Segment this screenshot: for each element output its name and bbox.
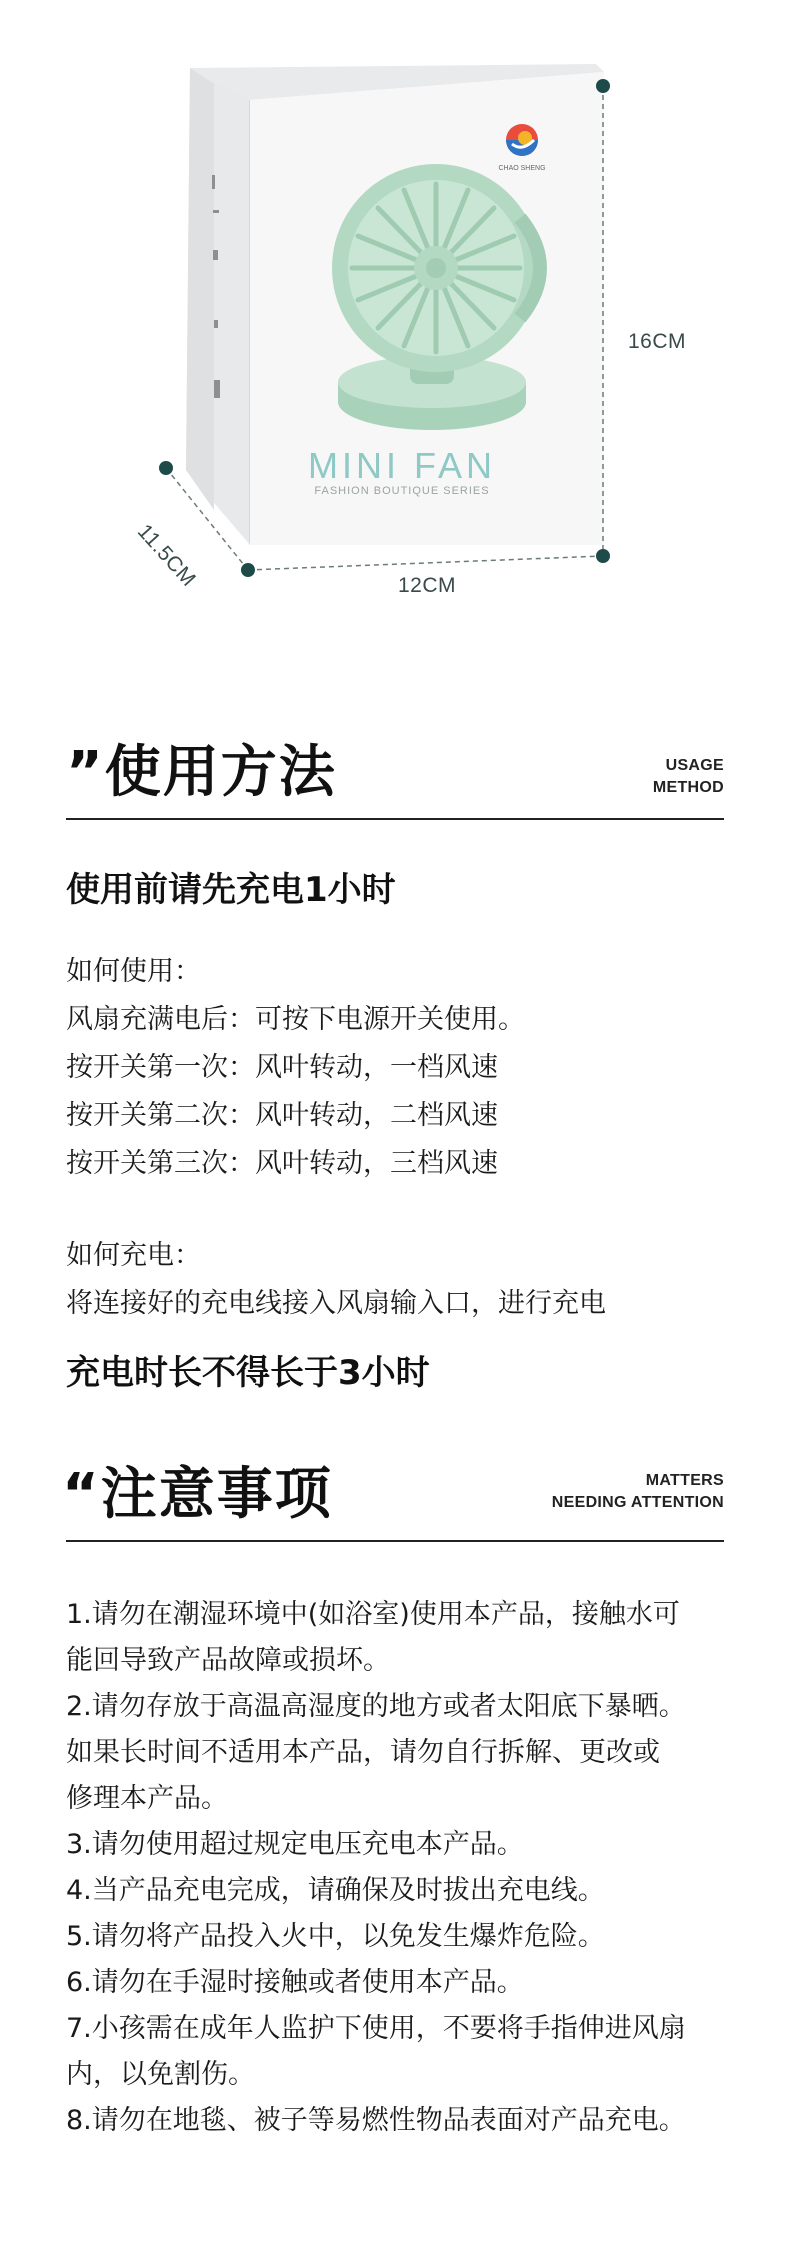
usage-line: 如何使用： xyxy=(66,956,201,987)
dimension-dot xyxy=(596,549,610,563)
product-box-figure xyxy=(0,0,790,620)
notice-title-en-line2: NEEDING ATTENTION xyxy=(551,1494,724,1511)
product-box-illustration xyxy=(0,0,790,620)
usage-line: 按开关第三次：风叶转动，三档风速 xyxy=(66,1148,498,1179)
notice-title: “注意事项 xyxy=(62,1462,333,1527)
notice-line: 5.请勿将产品投入火中，以免发生爆炸危险。 xyxy=(66,1921,605,1952)
notice-line: 4.当产品充电完成，请确保及时拔出充电线。 xyxy=(66,1875,605,1906)
dimension-depth: 11.5CM xyxy=(132,520,201,592)
brand-name: CHAO SHENG xyxy=(498,165,546,172)
usage-divider xyxy=(66,818,724,820)
charge-limit-note: 充电时长不得长于3小时 xyxy=(66,1353,430,1393)
charging-line: 将连接好的充电线接入风扇输入口，进行充电 xyxy=(66,1288,606,1319)
notice-list xyxy=(66,1592,686,2144)
notice-line: 如果长时间不适用本产品，请勿自行拆解、更改或 xyxy=(66,1737,660,1768)
notice-line: 1.请勿在潮湿环境中(如浴室)使用本产品，接触水可 xyxy=(66,1599,680,1630)
usage-line: 按开关第二次：风叶转动，二档风速 xyxy=(66,1100,498,1131)
charging-line: 如何充电： xyxy=(66,1240,201,1271)
usage-title-en xyxy=(653,755,724,799)
usage-line: 风扇充满电后：可按下电源开关使用。 xyxy=(66,1004,525,1035)
notice-line: 8.请勿在地毯、被子等易燃性物品表面对产品充电。 xyxy=(66,2105,686,2136)
usage-instructions xyxy=(66,948,525,1188)
notice-line: 修理本产品。 xyxy=(66,1783,228,1814)
dimension-width: 12CM xyxy=(398,574,457,597)
usage-title-en-line2: METHOD xyxy=(652,779,724,796)
usage-title: ”使用方法 xyxy=(66,740,337,805)
charge-first-note: 使用前请先充电1小时 xyxy=(66,870,396,910)
usage-line: 按开关第一次：风叶转动，一档风速 xyxy=(66,1052,498,1083)
notice-title-en xyxy=(552,1470,724,1514)
dimension-dot xyxy=(241,563,255,577)
usage-title-en-line1: USAGE xyxy=(665,757,724,774)
notice-line: 6.请勿在手湿时接触或者使用本产品。 xyxy=(66,1967,524,1998)
box-title: MINI FAN xyxy=(307,445,497,486)
notice-line: 3.请勿使用超过规定电压充电本产品。 xyxy=(66,1829,524,1860)
dimension-dot xyxy=(596,79,610,93)
notice-line: 7.小孩需在成年人监护下使用，不要将手指伸进风扇 xyxy=(66,2013,686,2044)
notice-divider xyxy=(66,1540,724,1542)
notice-line: 内，以免割伤。 xyxy=(66,2059,255,2090)
dimension-height: 16CM xyxy=(628,330,687,353)
notice-line: 能回导致产品故障或损坏。 xyxy=(66,1645,390,1676)
dimension-dot xyxy=(159,461,173,475)
notice-line: 2.请勿存放于高温高湿度的地方或者太阳底下暴晒。 xyxy=(66,1691,686,1722)
box-subtitle: FASHION BOUTIQUE SERIES xyxy=(314,485,490,497)
brand-logo xyxy=(506,124,538,156)
notice-title-en-line1: MATTERS xyxy=(645,1472,724,1489)
charging-instructions xyxy=(66,1232,606,1328)
